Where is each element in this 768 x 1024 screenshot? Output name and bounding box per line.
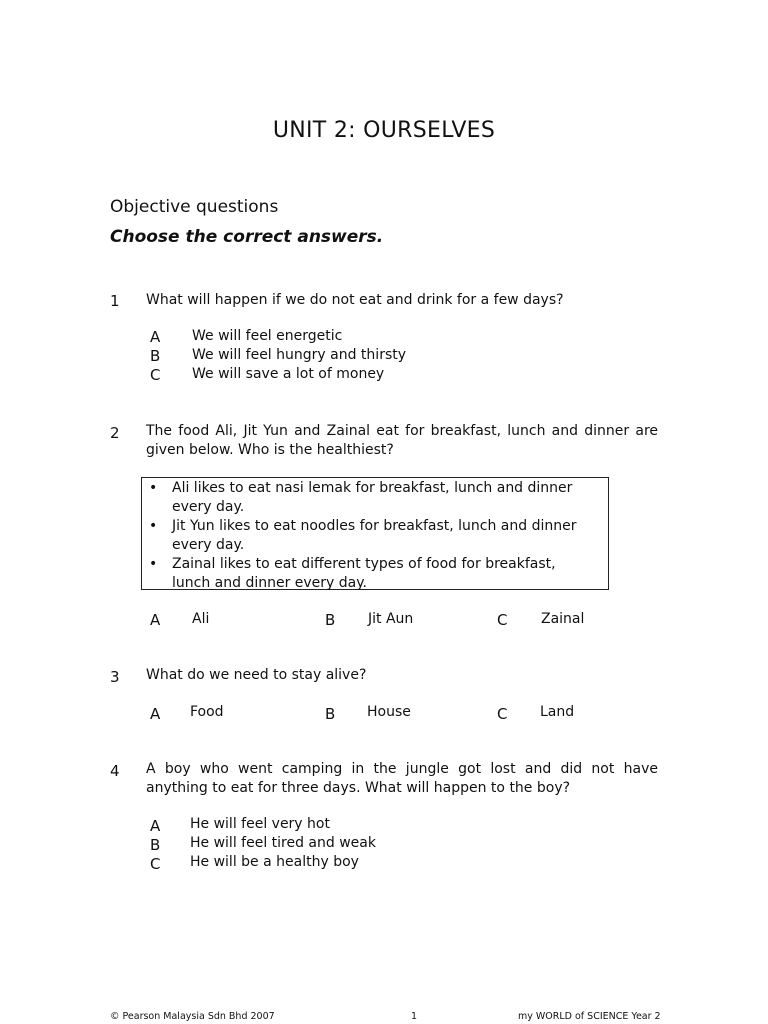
question-text: The food Ali, Jit Yun and Zainal eat for breakfast, lunch and dinner are given below. Who is the healthiest? (146, 423, 658, 458)
footer-copyright: © Pearson Malaysia Sdn Bhd 2007 (110, 1011, 275, 1022)
option-letter: C (150, 366, 161, 384)
footer-book-title: my WORLD of SCIENCE Year 2 (518, 1011, 661, 1022)
option-text: We will feel energetic (192, 328, 343, 344)
option-text: Jit Aun (368, 611, 414, 627)
question-number: 3 (110, 668, 120, 686)
option-letter: B (150, 347, 161, 365)
question-text: What do we need to stay alive? (146, 667, 367, 683)
option-text: Zainal (541, 611, 585, 627)
box-bullet-item: • Jit Yun likes to eat noodles for breakfast, lunch and dinner every day. (172, 517, 608, 555)
box-bullet-item: • Ali likes to eat nasi lemak for breakfast, lunch and dinner every day. (172, 479, 608, 517)
option-letter: C (150, 855, 161, 873)
option-letter: C (497, 611, 508, 629)
option-letter: A (150, 328, 161, 346)
box-bullet-item: • Zainal likes to eat different types of food for breakfast, lunch and dinner every day. (172, 555, 608, 593)
option-letter: B (150, 836, 161, 854)
question-number: 4 (110, 762, 120, 780)
question-number: 1 (110, 292, 120, 310)
option-text: He will be a healthy boy (190, 854, 359, 870)
option-letter: A (150, 705, 161, 723)
option-text: We will save a lot of money (192, 366, 385, 382)
option-letter: B (325, 611, 336, 629)
option-letter: A (150, 817, 161, 835)
option-text: We will feel hungry and thirsty (192, 347, 407, 363)
option-text: He will feel tired and weak (190, 835, 376, 851)
question-text: A boy who went camping in the jungle got lost and did not have anything to eat for three days. What will happen to the boy? (146, 761, 658, 796)
instruction-text: Choose the correct answers. (110, 227, 384, 247)
option-text: He will feel very hot (190, 816, 330, 832)
section-heading: Objective questions (110, 197, 279, 217)
info-box (141, 477, 609, 590)
option-letter: C (497, 705, 508, 723)
option-text: House (367, 704, 411, 720)
page-title: UNIT 2: OURSELVES (272, 118, 496, 143)
question-number: 2 (110, 424, 120, 442)
option-text: Ali (192, 611, 210, 627)
question-text: What will happen if we do not eat and drink for a few days? (146, 292, 564, 308)
option-letter: A (150, 611, 161, 629)
option-letter: B (325, 705, 336, 723)
option-text: Land (540, 704, 575, 720)
footer-page-number: 1 (411, 1011, 418, 1022)
option-text: Food (190, 704, 224, 720)
